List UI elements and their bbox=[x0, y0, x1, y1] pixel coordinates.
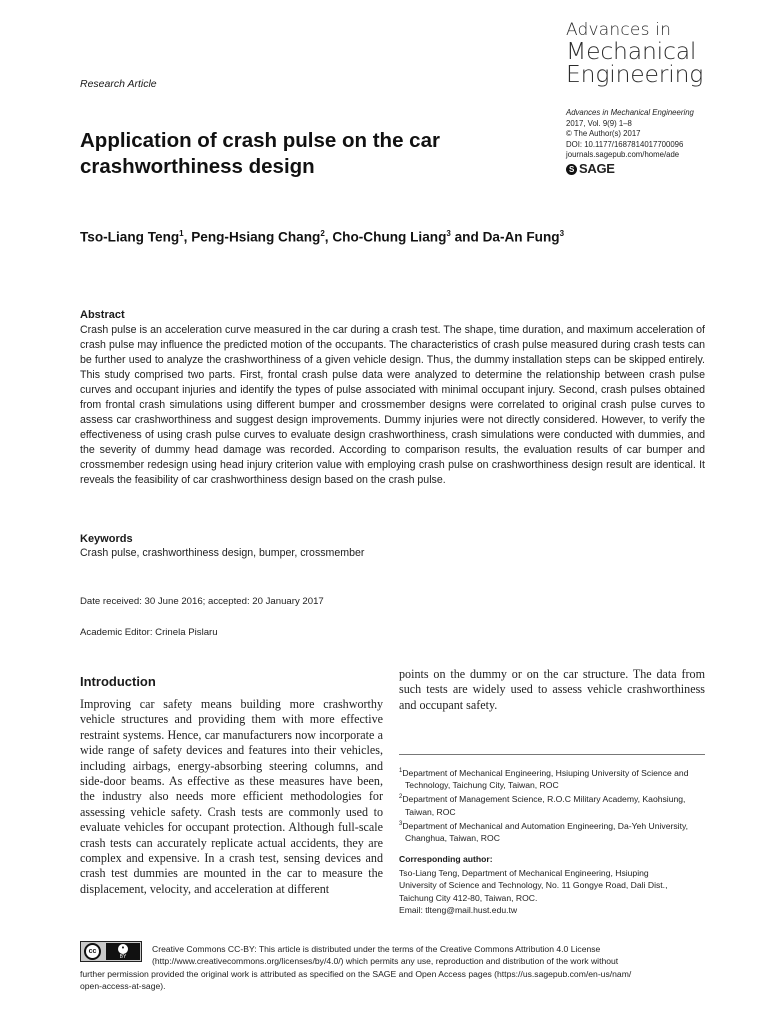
author-name: Cho-Chung Liang bbox=[332, 229, 447, 245]
journal-name-line2: Mechanical bbox=[566, 37, 697, 65]
affiliation-item: $^2$Department of Management Science, R.O.C Military Academy, Kaohsiung, Taiwan, ROC bbox=[399, 794, 686, 817]
corresponding-email[interactable]: Email: tlteng@mail.hust.edu.tw bbox=[399, 904, 518, 915]
license-notice bbox=[80, 943, 705, 993]
dates-line: Date received: 30 June 2016; accepted: 20 January 2017 bbox=[80, 596, 324, 607]
meta-doi[interactable]: DOI: 10.1177/1687814017700096 bbox=[566, 139, 684, 149]
publisher-name: SAGE bbox=[579, 161, 615, 177]
journal-logo bbox=[566, 20, 756, 86]
affiliation-item: $^3$Department of Mechanical and Automation Engineering, Da-Yeh University, Changhua, Taiwan, ROC bbox=[399, 820, 689, 844]
author-affiliation-sup: 2 bbox=[320, 229, 325, 238]
academic-editor: Academic Editor: Crinela Pislaru bbox=[80, 627, 218, 638]
keywords-text: Crash pulse, crashworthiness design, bumper, crossmember bbox=[80, 547, 365, 559]
article-title: Application of crash pulse on the car crashworthiness design bbox=[80, 129, 440, 178]
affiliations bbox=[399, 765, 709, 844]
license-line: (http://www.creativecommons.org/licenses/by/4.0/) which permits any use, reproduction and distribution of the work without bbox=[152, 956, 619, 967]
corresponding-author-heading: Corresponding author: bbox=[399, 854, 493, 864]
meta-copyright: © The Author(s) 2017 bbox=[566, 129, 641, 139]
author-list: Tso-Liang Teng$^1$, Peng-Hsiang Chang$^2$, Cho-Chung Liang$^3$ and Da-An Fung$^3$ bbox=[80, 229, 565, 245]
author-affiliation-sup: 3 bbox=[559, 229, 565, 238]
publisher-logo bbox=[566, 161, 756, 177]
author-affiliation-sup: 3 bbox=[446, 229, 451, 238]
affiliation-item: $^1$Department of Mechanical Engineering, Hsiuping University of Science and Technology, Taichung City, Taiwan, ROC bbox=[399, 767, 689, 791]
meta-journal-name: Advances in Mechanical Engineering bbox=[566, 108, 694, 117]
footnote-divider bbox=[399, 754, 705, 755]
sage-icon: S bbox=[566, 164, 577, 175]
by-icon: • BY bbox=[106, 943, 140, 960]
person-icon: • bbox=[118, 944, 128, 954]
author-name: Tso-Liang Teng bbox=[80, 229, 180, 245]
meta-url[interactable]: journals.sagepub.com/home/ade bbox=[566, 150, 680, 160]
keywords-heading: Keywords bbox=[80, 533, 133, 545]
journal-name-line3: Engineering bbox=[566, 60, 704, 88]
introduction-column-1: Improving car safety means building more crashworthy vehicle structures and providing them with more effective restraint systems. Hence, car manufacturers now incorporate a wide range of safety devices and features into their vehicles, including airbags, energy-absorbing steering columns, and side-door beams. As effective as these measures have been, the industry also needs more efficient methodologies for assessing vehicle safety. Crash tests are commonly used to evaluate vehicles for occupant protection. Although full-scale crash tests can accurately replicate actual accidents, they are complex and expensive. In a crash test, sensing devices and crash test dummies are mounted in the car to measure the displacement, velocity, and acceleration at different bbox=[80, 697, 383, 896]
author-affiliation-sup: 1 bbox=[179, 229, 184, 238]
author-name: Da-An Fung bbox=[482, 229, 560, 245]
abstract-heading: Abstract bbox=[80, 309, 125, 321]
license-line: Creative Commons CC-BY: This article is distributed under the terms of the Creative Commons Attribution 4.0 License bbox=[152, 944, 601, 954]
license-line: open-access-at-sage). bbox=[80, 981, 166, 992]
corresponding-author-details: Tso-Liang Teng, Department of Mechanical Engineering, Hsiuping University of Science and Technology, No. 11 Gongye Road, Dali Dist., Taichung City 412-80, Taiwan, ROC. Email: tlteng@mail.hust.edu.tw bbox=[399, 867, 709, 916]
introduction-column-2: points on the dummy or on the car structure. The data from such tests are widely used to assess vehicle crashworthiness and occupant safety. bbox=[399, 667, 705, 712]
introduction-heading: Introduction bbox=[80, 674, 156, 689]
cc-icon: cc bbox=[84, 943, 101, 960]
author-name: Peng-Hsiang Chang bbox=[191, 229, 321, 245]
article-metadata bbox=[566, 108, 756, 175]
article-type: Research Article bbox=[80, 78, 157, 90]
license-line: further permission provided the original work is attributed as specified on the SAGE and Open Access pages (https://us.sagepub.com/en-us/nam/ bbox=[80, 968, 632, 979]
abstract-text: Crash pulse is an acceleration curve measured in the car during a crash test. The shape, time duration, and maximum acceleration of crash pulse may influence the predicted motion of the occupants. The characteristics of crash pulse measured during crash tests can be further used to analyze the crashworthiness of a given vehicle design. Thus, the dummy installation steps can be skipped entirely. This study comprised two parts. First, frontal crash pulse data were analyzed to determine the relationship between crash pulse curves and occupant injuries and identify the types of pulse associated with minimal occupant injury. Second, crash pulses obtained from frontal crash simulations using different bumper and crossmember designs were correlated to original crash pulse curves to assess car crashworthiness and suggest design improvements. Dummy injuries were not directly considered. However, to verify the effectiveness of using crash pulse curves to evaluate design crashworthiness, crash simulations were conducted with dummies, and the severity of dummy head damage was recorded. According to comparison results, the evaluation results of car bumper and crossmember redesign using head injury criterion value with employing crash pulse on crashworthiness design result are identical. It reveals the feasibility of car crashworthiness design based on the crash pulse. bbox=[80, 324, 705, 486]
journal-name-line1: Advances in bbox=[566, 20, 672, 40]
meta-volume: 2017, Vol. 9(9) 1–8 bbox=[566, 118, 632, 128]
